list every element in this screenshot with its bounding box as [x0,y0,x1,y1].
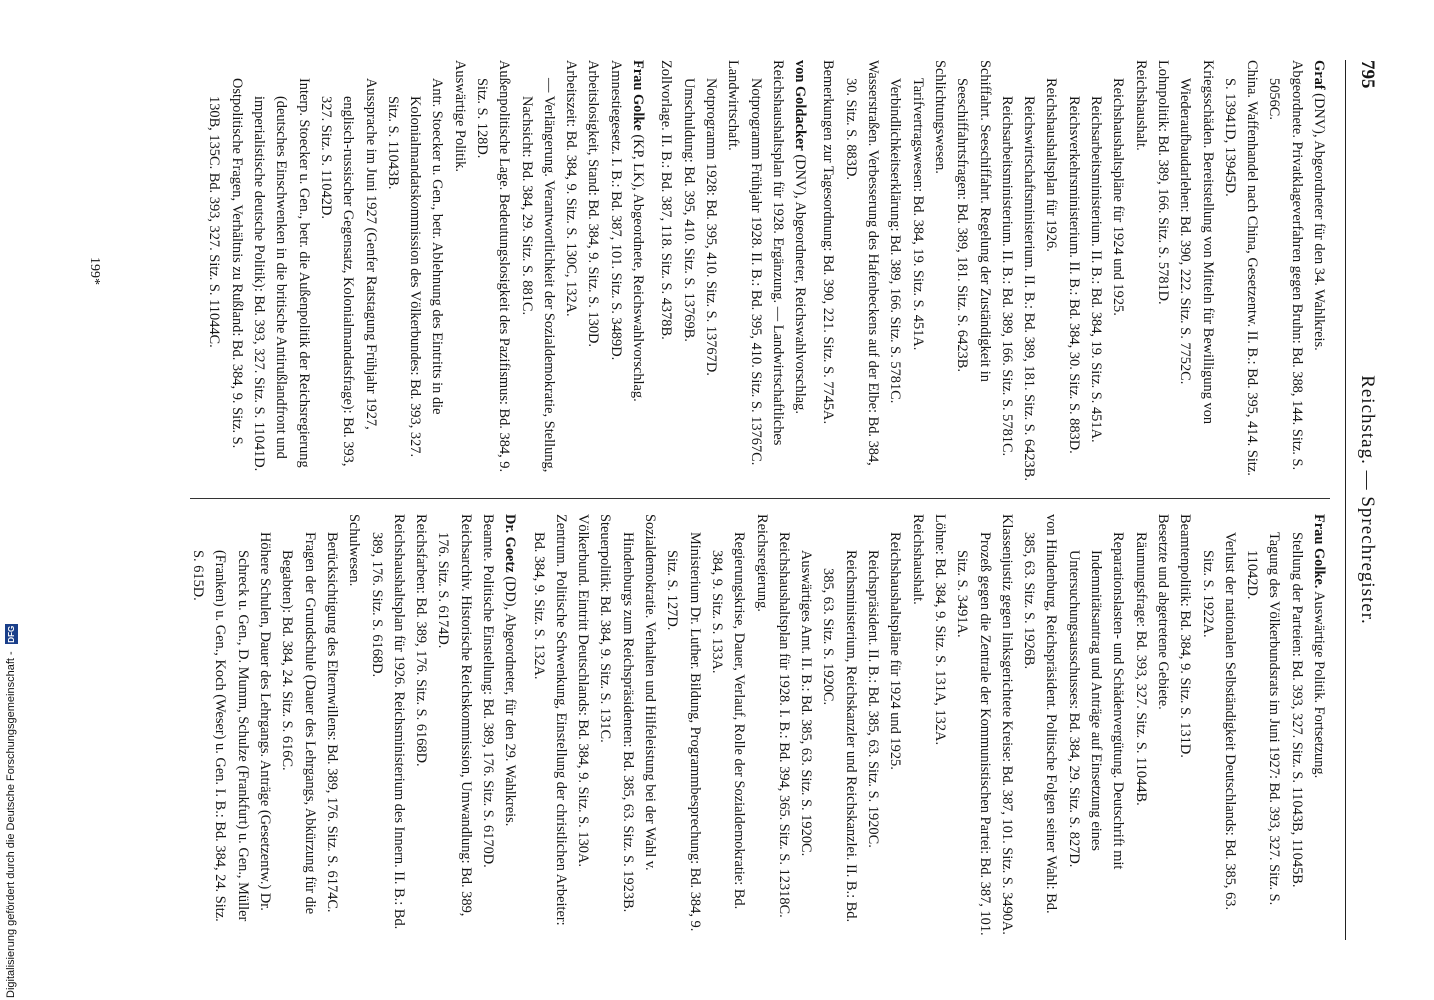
register-subentry [1129,60,1151,482]
register-subentry [203,60,248,482]
register-subentry [1152,60,1174,482]
register-subentry [1241,514,1286,936]
register-entry [789,60,811,482]
entry-text: Räumungsfrage: Bd. 393, 327. Sitz. S. 11044B. [1132,532,1149,806]
entry-name: von Goldacker [792,60,809,151]
register-subentry [1285,514,1307,936]
register-subentry [1107,60,1129,482]
register-subentry [929,514,951,936]
register-subentry [750,514,772,936]
entry-text: Fragen der Grundschule (Dauer des Lehrgangs, Abkürzung für die Begabten): Bd. 384, 24. Sitz. S. 616C. [279,532,318,915]
entry-text: Reichshaushalt. [909,514,926,605]
register-entry [1308,60,1330,482]
entry-text: Sozialdemokratie. Verhalten und Hilfeleistung bei der Wahl v. Hindenburgs zum Reichspräsidenten: Bd. 385, 63. Sitz. S. 1923B. [619,514,659,913]
digitization-footer [0,600,22,998]
entry-text: Höhere Schulen, Dauer des Lehrgangs. Anträge (Gesetzentw.) Dr. Schreck u. Gen., D. Mumm, Schulze (Frankfurt) u. Gen., Müller (Franken) u. Gen., Koch (Weser) u. Gen. I. B.: Bd. 384, 24. Sitz. S. 615D. [190,532,274,922]
register-entry [499,514,521,936]
entry-text: Verbindlichkeitserklärung: Bd. 389, 166. Sitz. S. 5781C. [887,78,904,404]
register-subentry [343,514,365,936]
register-subentry [1219,60,1264,482]
entry-text: (KP, LK), Abgeordnete, Reichswahlvorschlag. [630,130,647,402]
register-subentry [248,60,315,482]
register-subentry [1263,60,1308,482]
register-subentry [839,60,884,482]
entry-text: Landwirtschaft. [725,60,742,151]
page-number: 795 [1357,60,1378,89]
register-subentry [617,514,662,936]
left-column [90,60,1330,482]
entry-text: Besetzte und abgetretene Gebiete. [1154,514,1171,710]
register-subentry [471,60,516,482]
register-subentry [321,514,343,936]
entry-name: Graf [1311,60,1327,90]
entry-text: Tarifvertragswesen: Bd. 384, 19. Sitz. S. 451A. [909,78,926,351]
entry-text: Beamtenpolitik: Bd. 384, 9. Sitz. S. 131D. [1177,514,1194,758]
register-subentry [315,60,382,482]
entry-text: (DNV), Abgeordneter für den 34. Wahlkreis. [1311,89,1327,351]
entry-text: Auswärtige Politik. [451,60,468,172]
entry-text: Antr. Stoecker u. Gen., betr. Ablehnung des Eintritts in die Kolonialmandatskommission des Völkerbundes: Bd. 393, 327. Sitz. S. 11043B. [384,78,446,458]
register-subentry [448,60,470,482]
register-subentry [527,514,572,936]
entry-text: Reichswirtschaftsministerium. II. B.: Bd. 389, 181. Sitz. S. 6423B. [1021,96,1038,481]
entry-text: Reichsarbeitsministerium. II. B.: Bd. 389, 166. Sitz. S. 5781C. [998,96,1015,457]
entry-text: Aussprache im Juni 1927 (Genfer Ratstagung Frühjahr 1927, englisch-russischer Gegensatz, Kolonialmandatsfrage): Bd. 393, 327. Sitz. S. 11042D. [317,78,379,467]
register-subentry [862,514,884,936]
register-entry [1308,514,1330,936]
register-subentry [276,514,321,936]
register-subentry [996,514,1018,936]
register-subentry [432,514,477,936]
register-entry [627,60,649,482]
entry-name: Dr. Goetz [502,514,519,573]
entry-text: Reichsarbeitsministerium. II. B.: Bd. 384, 19. Sitz. S. 451A. [1088,96,1105,443]
register-subentry [477,514,499,936]
entry-text: Schulwesen. [346,514,363,587]
register-subentry [1062,60,1084,482]
register-subentry [382,60,449,482]
page-header [1345,60,1386,940]
footer-text: Digitalisierung gefördert durch die Deutsche Forschungsgemeinschaft - [5,651,17,998]
register-subentry [700,60,722,482]
entry-text: Stellung der Parteien: Bd. 393, 327. Sitz. S. 11043B, 11045B. [1288,532,1305,888]
entry-text: Reichsfarben: Bd. 389, 176. Sitz. S. 6168D. [413,514,430,767]
entry-text: Löhne: Bd. 384, 9. Sitz. S. 131A, 132A. [931,514,948,746]
register-subentry [1062,514,1129,936]
register-subentry [884,514,906,936]
entry-text: Schlichtungswesen. [931,60,948,174]
entry-text: Verlust der nationalen Selbständigkeit Deutschlands: Bd. 385, 63. Sitz. S. 1922A. [1199,532,1238,911]
entry-text: Umschuldung: Bd. 395, 410. Sitz. S. 13769B. [680,78,697,342]
entry-text: Reichshaushaltsplan für 1928. Ergänzung. — Landwirtschaftliches Notprogramm Frühjahr 1928. II. B.: Bd. 395, 410. Sitz. S. 13767C. [747,60,786,466]
register-subentry [1152,514,1174,936]
entry-text: Schiffahrt. Seeschiffahrt. Regelung der Zuständigkeit in Seeschiffahrtsfragen: Bd. 389, 181. Sitz. S. 6423B. [954,60,993,382]
entry-text: Abgeordnete. Privatklageverfahren gegen Bruhn: Bd. 388, 144. Sitz. S. 5056C. [1266,60,1305,471]
register-subentry [951,60,996,482]
running-title: Reichstag. — Sprechregister. [1357,375,1378,625]
dfg-logo: DFG [6,625,16,643]
register-subentry [1196,514,1241,936]
register-subentry [1174,60,1219,482]
entry-text: Auswärtiges Amt. II. B.: Bd. 385, 63. Sitz. S. 1920C. [798,550,815,857]
entry-text: Tagung des Völkerbundsrats im Juni 1927: Bd. 393, 327. Sitz. S. 11042D. [1244,532,1283,906]
entry-text: Reichshaushaltsplan für 1926. Reichsministerium des Innern. II. B.: Bd. 389, 176. Sitz. S. 6168D. [368,514,407,930]
entry-name: Frau Golke. [1311,514,1327,589]
entry-text: Notprogramm 1928: Bd. 395, 410. Sitz. S. 13767D. [702,78,719,376]
register-subentry [906,60,928,482]
register-subentry [996,60,1018,482]
register-subentry [594,514,616,936]
entry-text: Steuerpolitik: Bd. 384, 9. Sitz. S. 131C. [597,514,614,743]
register-subentry [365,514,410,936]
register-subentry [1018,60,1040,482]
entry-text: Wasserstraßen. Verbesserung des Hafenbeckens auf der Elbe: Bd. 384, 30. Sitz. S. 883D. [842,60,882,466]
entry-text: China. Waffenhandel nach China, Gesetzentw. II. B.: Bd. 395, 414. Sitz. S. 13941D, 13945D. [1221,60,1261,476]
right-column [90,514,1330,936]
entry-text: Ostpolitische Fragen, Verhältnis zu Rußland: Bd. 384, 9. Sitz. S. 130B, 135C. Bd. 393, 327. Sitz. S. 11044C. [206,78,245,449]
entry-text: Auswärtige Politik. Fortsetzung. [1311,588,1327,779]
register-subentry [605,60,627,482]
register-subentry [661,514,706,936]
register-subentry [744,60,789,482]
register-subentry [929,60,951,482]
entry-text: Reichsministerium, Reichskanzler und Reichskanzlei. II. B.: Bd. 385, 63. Sitz. S. 1920C. [820,550,859,923]
entry-text: Reichshaushaltsplan für 1928. I. B.: Bd. 394, 365. Sitz. S. 12318C. [775,532,792,918]
register-subentry [515,60,560,482]
entry-text: Reichshaushaltspläne für 1924 und 1925. [887,532,904,770]
register-subentry [560,60,582,482]
register-subentry [572,514,594,936]
entry-text: Reparationslasten- und Schädenvergütung. Deutschrift mit Indemnitätsantrag und Anträge auf Einsetzung eines Untersuchungsausschusses: Bd. 384, 29. Sitz. S. 827D. [1065,532,1127,870]
entry-text: Zentrum. Politische Schwenkung, Einstellung der christlichen Arbeiter: Bd. 384, 9. Sitz. S. 132A. [530,514,569,926]
column-divider [190,498,1330,499]
register-subentry [187,514,276,936]
register-subentry [1085,60,1107,482]
register-subentry [410,514,432,936]
entry-text: Bemerkungen zur Tagesordnung: Bd. 390, 221. Sitz. S. 7745A. [820,60,837,425]
entry-text: — Verlängerung. Verantwortlichkeit der Sozialdemokratie, Stellung, Nachsicht: Bd. 384, 29. Sitz. S. 881C. [518,78,557,473]
entry-text: (DD), Abgeordneter, für den 29. Wahlkreis. [502,572,519,827]
entry-text: Völkerbund. Eintritt Deutschlands: Bd. 384, 9. Sitz. S. 130A. [575,514,592,867]
entry-text: Lohnpolitik: Bd. 389, 166. Sitz. S. 5781D. [1154,60,1171,305]
register-subentry [817,514,862,936]
entry-text: von Hindenburg, Reichspräsident. Politische Folgen seiner Wahl: Bd. 385, 63. Sitz. S. 1926B. [1021,514,1060,914]
entry-text: Reichshaushaltspläne für 1924 und 1925. [1110,78,1127,316]
entry-text: Reichsverkehrsministerium. II. B.: Bd. 384, 30. Sitz. S. 883D. [1065,96,1082,454]
entry-text: Kriegsschäden. Bereitstellung von Mitteln für Bewilligung von Wiederaufbaudarlehen: Bd. 390, 222. Sitz. S. 7752C. [1177,60,1216,425]
entry-text: Reichshaushaltsplan für 1926. [1043,78,1060,252]
entry-text: Berücksichtigung des Elternwillens: Bd. 389, 176. Sitz. S. 6174C. [323,532,340,913]
entry-text: Reichsregierung. [753,514,770,612]
entry-text: Prozeß gegen die Zentrale der Kommunistischen Partei: Bd. 387, 101. Sitz. S. 3491A. [954,532,993,936]
entry-text: Arbeitslosigkeit, Stand: Bd. 384, 9. Sitz. S. 130D. [585,60,602,348]
entry-text: (DNV), Abgeordneter, Reichswahlvorschlag. [792,150,809,414]
entry-text: Klassenjustiz gegen linksgerichtete Kreise: Bd. 387, 101. Sitz. S. 3490A. [998,514,1015,935]
entry-text: Außenpolitische Lage. Bedeutungslosigkeit des Pazifismus: Bd. 384, 9. Sitz. S. 128D. [474,60,513,473]
register-subentry [951,514,996,936]
entry-text: Beamte. Politische Einstellung: Bd. 389, 176. Sitz. S. 6170D. [480,514,497,868]
entry-text: Ministerium Dr. Luther. Bildung, Programmbesprechung: Bd. 384, 9. Sitz. S. 127D. [664,532,703,932]
register-subentry [795,514,817,936]
register-subentry [677,60,699,482]
entry-text: Regierungskrise, Dauer, Verlauf, Rolle der Sozialdemokratie: Bd. 384, 9. Sitz. S. 133A. [708,532,748,910]
entry-text: Reichshaushalt. [1132,60,1149,151]
register-subentry [722,60,744,482]
register-subentry [1174,514,1196,936]
entry-text: Reichsarchiv. Historische Reichskommission, Umwandlung: Bd. 389, 176. Sitz. S. 6174D. [435,514,474,917]
register-subentry [1040,60,1062,482]
register-subentry [884,60,906,482]
register-subentry [1129,514,1151,936]
entry-name: Frau Golke [630,60,647,131]
signature-mark: 199* [87,257,102,285]
entry-text: Arbeitszeit: Bd. 384, 9. Sitz. S. 130C, 132A. [563,60,580,317]
register-subentry [706,514,751,936]
register-subentry [773,514,795,936]
register-subentry [906,514,928,936]
register-subentry [817,60,839,482]
entry-text: Reichspräsident. II. B.: Bd. 385, 63. Sitz. S. 1920C. [865,550,882,848]
register-subentry [1018,514,1063,936]
entry-text: Interp. Stoecker u. Gen., betr. die Außenpolitik der Reichsregierung (deutsches Einschwenken in die britische Antirußlandfront und imperialistische deutsche Politik): Bd. 393, 327. Sitz. S. 11041D. [251,78,312,472]
entry-text: Amnestiegesetz. I. B.: Bd. 387, 101. Sitz. S. 3489D. [607,60,624,361]
entry-text: Zollvorlage. II. B.: Bd. 387, 118. Sitz. S. 4378B. [658,60,675,340]
register-subentry [655,60,677,482]
register-subentry [582,60,604,482]
